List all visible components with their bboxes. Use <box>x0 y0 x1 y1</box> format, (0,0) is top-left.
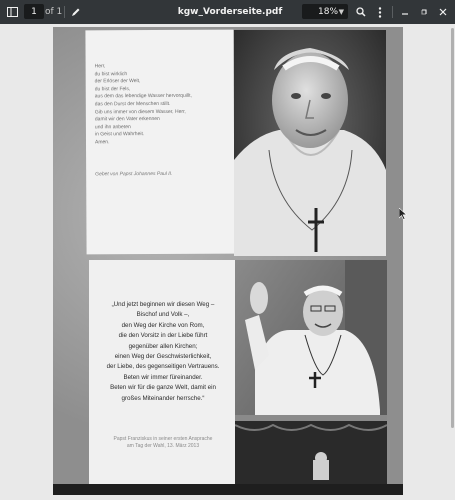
quote-line: Beten wir für die ganze Welt, damit ein <box>110 384 216 392</box>
prayer-line: der Erlöser der Welt, <box>94 78 141 85</box>
search-icon[interactable] <box>351 0 371 24</box>
zoom-select[interactable] <box>302 4 348 19</box>
prayer-line: Amen. <box>94 139 110 146</box>
quote-line: den Weg der Kirche von Rom, <box>121 321 205 329</box>
restore-icon[interactable] <box>414 0 434 24</box>
page-number-input[interactable]: 1 <box>24 4 44 19</box>
quote-text <box>93 300 233 404</box>
table-surface <box>53 484 403 495</box>
quote-line: einen Weg der Geschwisterlichkeit, <box>114 353 212 361</box>
more-vert-icon[interactable] <box>370 0 390 24</box>
prayer-line: aus dem das lebendige Wasser hervorquillt, <box>94 93 192 100</box>
prayer-line: damit wir den Vater erkennen <box>94 116 160 123</box>
pdf-page <box>53 27 403 495</box>
prayer-line: in Geist und Wahrheit. <box>94 131 145 138</box>
page-total-label: of 1 <box>45 7 63 17</box>
quote-line: die den Vorsitz in der Liebe führt <box>118 332 208 340</box>
portrait-photo-bottom <box>235 260 387 484</box>
prayer-text <box>95 63 230 147</box>
prayer-line: das den Durst der Menschen stillt. <box>94 100 171 108</box>
sidebar-toggle-icon[interactable] <box>2 0 22 24</box>
close-icon[interactable] <box>433 0 453 24</box>
quote-line: gegenüber allen Kirchen; <box>128 342 198 350</box>
prayer-card <box>85 30 234 255</box>
prayer-line: Herr, <box>94 63 106 70</box>
prayer-attribution: Gebet von Papst Johannes Paul II. <box>95 170 173 178</box>
quote-line: Bischof und Volk –, <box>136 311 190 319</box>
quote-line: der Liebe, des gegenseitigen Vertrauens. <box>106 363 220 371</box>
chevron-down-icon: ▼ <box>338 7 344 16</box>
toolbar-divider <box>64 6 65 18</box>
minimize-icon[interactable] <box>395 0 415 24</box>
prayer-line: du bist der Fels, <box>94 85 131 93</box>
quote-attribution-line: Papst Franziskus in seiner ersten Ansprache <box>113 436 213 442</box>
toolbar-divider <box>392 6 393 18</box>
quote-line: „Und jetzt beginnen wir diesen Weg – <box>111 301 215 308</box>
quote-line: großes Miteinander herrsche.“ <box>121 394 205 402</box>
quote-attribution-line: am Tag der Wahl, 13. März 2013 <box>126 443 200 449</box>
scrollbar[interactable] <box>451 28 454 428</box>
zoom-value: 18% <box>318 6 339 17</box>
waving-portrait-image <box>235 260 387 484</box>
pen-icon[interactable] <box>66 0 86 24</box>
quote-attribution <box>93 436 233 450</box>
quote-card <box>89 260 235 484</box>
portrait-photo-top <box>234 30 386 256</box>
pdf-toolbar <box>0 0 455 24</box>
prayer-line: Gib uns immer von diesem Wasser, Herr, <box>94 108 186 115</box>
prayer-line: du bist wirklich <box>94 70 128 77</box>
portrait-image <box>234 30 386 256</box>
mouse-cursor-icon <box>399 208 407 220</box>
prayer-line: und ihn anbeten <box>94 123 131 131</box>
quote-line: Beten wir immer füreinander. <box>123 373 203 381</box>
document-title: kgw_Vorderseite.pdf <box>177 7 283 17</box>
